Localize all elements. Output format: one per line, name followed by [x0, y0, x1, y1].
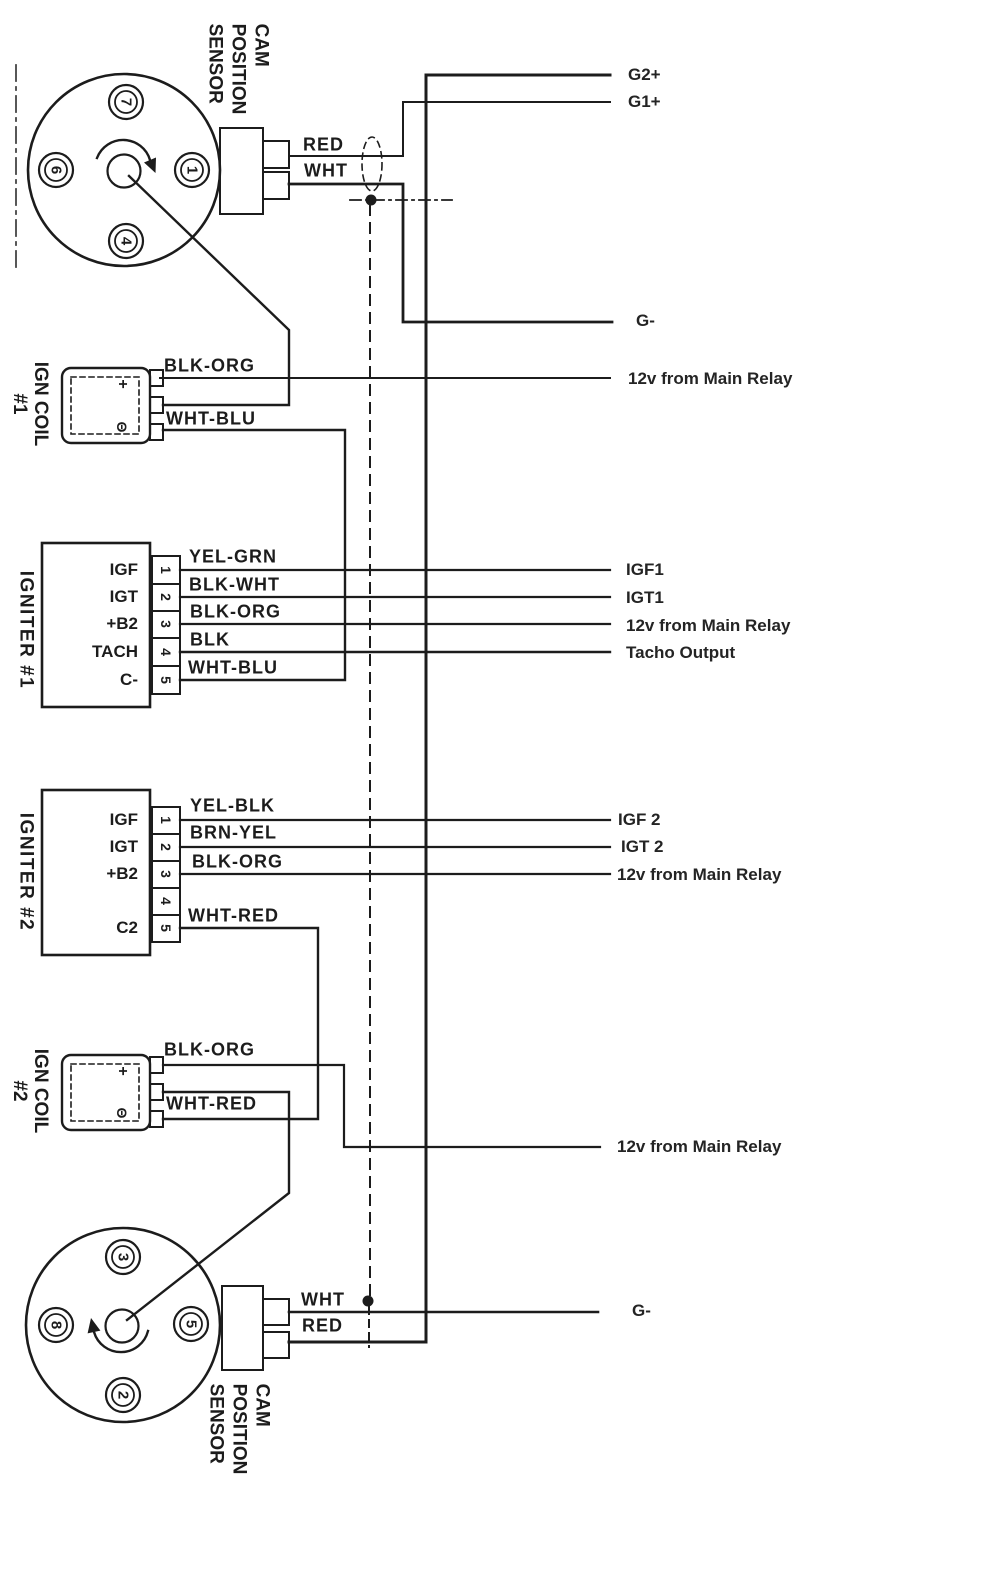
coil1-title-line1: IGN COIL [30, 361, 51, 447]
rotation-arrow-bottom-head [88, 1318, 101, 1333]
igniter1-pin-label-b2: +B2 [106, 614, 138, 633]
wire-label-blkorg-ign2: BLK-ORG [192, 851, 283, 872]
igniter2-pin-label-c2: C2 [116, 918, 138, 937]
wire-label-yelgrn: YEL-GRN [189, 546, 277, 567]
wire-label-whtblu-ign1: WHT-BLU [188, 657, 278, 678]
sensor-top-terminal-6-digit: 6 [47, 165, 65, 175]
wire-label-yelblk: YEL-BLK [190, 795, 275, 816]
sensor-bottom-terminal-8-digit: 8 [47, 1320, 65, 1330]
wire-label-coil2-blkorg: BLK-ORG [164, 1039, 255, 1060]
coil2-terminal-plus [150, 1057, 163, 1073]
coil2-terminal-minus [150, 1111, 163, 1127]
wire-label-coil1-whtblu: WHT-BLU [166, 408, 256, 429]
coil2-title [9, 1049, 51, 1133]
igniter1-pin-number-2: 2 [158, 593, 174, 601]
coil1-body [62, 368, 150, 443]
coil1-plus-mark: + [114, 379, 131, 389]
igniter2-pin-label-b2: +B2 [106, 864, 138, 883]
wire-label-brnyel: BRN-YEL [190, 822, 277, 843]
igniter2-pin-label-igt: IGT [109, 837, 138, 856]
signal-label-igf1: IGF1 [626, 560, 664, 579]
coil1-minus-mark: Θ [114, 421, 130, 433]
signal-label-g-minus-top: G- [636, 311, 655, 330]
wire-label-red-bottom: RED [302, 1315, 344, 1336]
sensor-bottom-terminal-2-digit: 2 [114, 1390, 132, 1400]
shield-junction-dot-bottom [363, 1296, 374, 1307]
sensor-top-terminal-1-digit: 1 [183, 165, 201, 175]
coil2-body [62, 1055, 150, 1130]
coil1-terminal-ht [150, 397, 163, 413]
igniter1-pin-number-5: 5 [158, 676, 174, 684]
wire-g2-plus [289, 75, 610, 1342]
coil2-terminal-ht [150, 1084, 163, 1100]
igniter1-pin-label-c: C- [120, 670, 138, 689]
wire-label-blk: BLK [190, 629, 230, 650]
sensor-top-connector-pin-red [263, 141, 289, 168]
sensor-top-title [204, 24, 273, 115]
wire-label-blkwht: BLK-WHT [189, 574, 280, 595]
coil2-plus-mark: + [114, 1066, 131, 1076]
sensor-bottom-rotor [106, 1310, 139, 1343]
igniter1-pin-label-tach: TACH [92, 642, 138, 661]
wire-label-coil1-blkorg: BLK-ORG [164, 355, 255, 376]
coil2-title-line1: IGN COIL [30, 1048, 51, 1134]
igniter1-pin-number-3: 3 [158, 620, 174, 628]
sensor-bottom-terminal-5-digit: 5 [182, 1319, 200, 1329]
signal-label-g2-plus: G2+ [628, 65, 661, 84]
sensor-top-title-line3: SENSOR [204, 23, 226, 104]
sensor-bottom-title [205, 1384, 274, 1475]
sensor-bottom-connector-body [222, 1286, 263, 1370]
igniter1-pin-label-igt: IGT [109, 587, 138, 606]
sensor-top-rotor [108, 155, 141, 188]
signal-label-g-minus-bottom: G- [632, 1301, 651, 1320]
sensor-top-connector-body [220, 128, 263, 214]
signal-label-12v-igniter1: 12v from Main Relay [626, 616, 791, 635]
wire-wht-red [163, 928, 318, 1119]
sensor-top-terminal-7-digit: 7 [117, 97, 135, 107]
igniter1-pin-number-4: 4 [158, 648, 174, 656]
igniter1-title: IGNITER #1 [15, 570, 37, 690]
wire-label-coil2-whtred: WHT-RED [166, 1093, 257, 1114]
coil2-minus-mark: Θ [114, 1107, 130, 1119]
shield-junction-dot-top [366, 195, 377, 206]
wire-label-red-top: RED [303, 134, 345, 155]
igniter2-pin-number-5: 5 [158, 924, 174, 932]
sensor-bottom-title-line3: SENSOR [205, 1383, 227, 1464]
signal-label-12v-coil1: 12v from Main Relay [628, 369, 793, 388]
sensor-top-title-line1: CAM [250, 23, 272, 67]
rotation-arrow-top-arc [97, 140, 150, 160]
signal-label-tacho-output: Tacho Output [626, 643, 736, 662]
signal-label-12v-coil2: 12v from Main Relay [617, 1137, 782, 1156]
signal-label-g1-plus: G1+ [628, 92, 661, 111]
wire-label-whtred-ign2: WHT-RED [188, 905, 279, 926]
sensor-bottom-title-line2: POSITION [228, 1383, 250, 1475]
signal-label-igt2: IGT 2 [621, 837, 664, 856]
igniter1-pin-number-1: 1 [158, 566, 174, 574]
coil1-terminal-minus [150, 424, 163, 440]
igniter2-pin-number-3: 3 [158, 870, 174, 878]
sensor-bottom-connector-pin-wht [263, 1299, 289, 1325]
coil1-title [9, 362, 51, 446]
igniter2-pin-number-4: 4 [158, 897, 174, 905]
wire-label-wht-bottom: WHT [301, 1289, 345, 1310]
wire-g-minus-top [289, 184, 612, 322]
coil2-title-line2: #2 [9, 1080, 30, 1102]
sensor-top-terminal-4-digit: 4 [117, 236, 135, 246]
sensor-bottom-connector-pin-red [263, 1332, 289, 1358]
sensor-top-title-line2: POSITION [227, 23, 249, 115]
coil1-title-line2: #1 [9, 393, 30, 415]
wire-label-blkorg-ign1: BLK-ORG [190, 601, 281, 622]
sensor-bottom-terminal-3-digit: 3 [114, 1252, 132, 1262]
igniter2-pin-number-1: 1 [158, 816, 174, 824]
sensor-bottom-title-line1: CAM [251, 1383, 273, 1427]
igniter2-pin-label-igf: IGF [109, 810, 138, 829]
igniter2-pin-number-2: 2 [158, 843, 174, 851]
signal-label-igf2: IGF 2 [618, 810, 661, 829]
igniter1-pin-label-igf: IGF [109, 560, 138, 579]
sensor-top-connector-pin-wht [263, 172, 289, 199]
signal-label-igt1: IGT1 [626, 588, 664, 607]
igniter2-title: IGNITER #2 [15, 812, 37, 932]
signal-label-12v-igniter2: 12v from Main Relay [617, 865, 782, 884]
wire-label-wht-top: WHT [304, 160, 348, 181]
